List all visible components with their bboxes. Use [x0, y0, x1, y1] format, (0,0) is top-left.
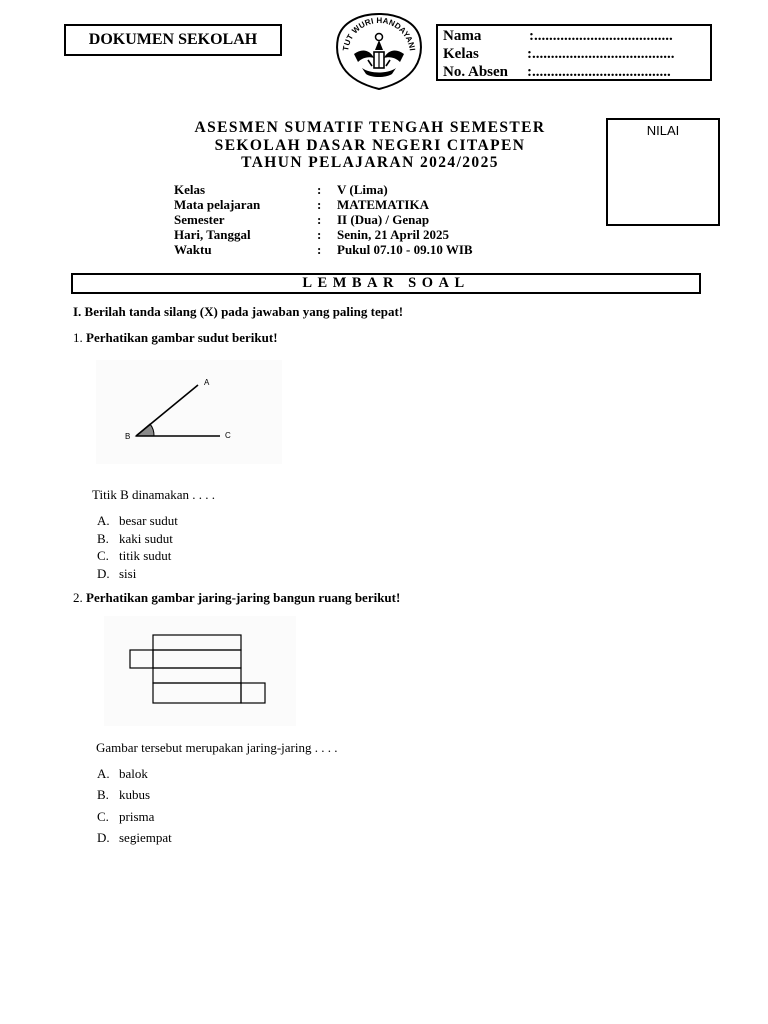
info-key: Mata pelajaran: [174, 197, 261, 212]
name-blank: .....................................: [534, 28, 673, 44]
question-number: 2.: [73, 590, 83, 605]
info-colon: :: [317, 182, 322, 197]
option-letter: B.: [97, 530, 109, 546]
class-blank: ......................................: [532, 46, 675, 62]
score-label: NILAI: [646, 123, 680, 138]
option-text: titik sudut: [119, 548, 172, 563]
section-instruction: I. Berilah tanda silang (X) pada jawaban yang paling tepat!: [73, 304, 404, 319]
option-text: kaki sudut: [119, 530, 173, 546]
option-text: prisma: [119, 808, 155, 824]
title-line-2: SEKOLAH DASAR NEGERI CITAPEN: [214, 136, 526, 154]
info-value: MATEMATIKA: [337, 197, 429, 212]
info-row-time: [174, 242, 473, 257]
question-text: Perhatikan gambar sudut berikut!: [86, 330, 278, 345]
exam-info: [174, 182, 473, 257]
option-letter: B.: [97, 787, 109, 803]
option-text: segiempat: [119, 829, 172, 845]
question-2-stem: Gambar tersebut merupakan jaring-jaring . . . .: [96, 740, 338, 755]
option-text: besar sudut: [119, 513, 178, 528]
class-label: Kelas: [443, 46, 479, 62]
point-a-label: A: [204, 378, 210, 387]
info-row-subject: [174, 197, 473, 212]
option-d[interactable]: [97, 565, 178, 583]
option-letter: D.: [97, 565, 110, 581]
info-value: Pukul 07.10 - 09.10 WIB: [337, 242, 473, 257]
info-row-semester: [174, 212, 473, 227]
option-d[interactable]: [97, 827, 172, 848]
title-line-3: TAHUN PELAJARAN 2024/2025: [241, 154, 499, 171]
info-colon: :: [317, 227, 322, 242]
absen-blank: .....................................: [532, 64, 671, 80]
question-text: Perhatikan gambar jaring-jaring bangun ruang berikut!: [86, 590, 401, 605]
sheet-title: LEMBAR SOAL: [302, 275, 470, 291]
info-key: Semester: [174, 212, 225, 227]
question-number: 1.: [73, 330, 83, 345]
info-value: II (Dua) / Genap: [337, 212, 430, 227]
question-1-options: [97, 512, 178, 582]
name-field[interactable]: [443, 27, 710, 45]
info-key: Kelas: [174, 182, 206, 197]
option-text: balok: [119, 766, 148, 781]
option-letter: D.: [97, 829, 110, 845]
absen-colon: :: [527, 64, 532, 80]
absen-label: No. Absen: [443, 64, 509, 80]
name-label: Nama: [443, 28, 482, 44]
option-letter: A.: [97, 766, 110, 781]
point-c-label: C: [225, 431, 231, 440]
option-b[interactable]: [97, 530, 178, 548]
info-value: V (Lima): [337, 182, 388, 197]
option-a[interactable]: [97, 512, 178, 530]
info-colon: :: [317, 242, 322, 257]
option-a[interactable]: [97, 763, 172, 784]
info-key: Waktu: [174, 242, 212, 257]
document-label: DOKUMEN SEKOLAH: [64, 24, 282, 56]
logo-motto: TUT WURI HANDAYANI: [341, 15, 417, 52]
question-1-prompt: [73, 330, 278, 346]
score-box: [606, 118, 720, 226]
name-colon: :: [529, 28, 534, 44]
option-letter: C.: [97, 548, 109, 563]
question-1-stem: Titik B dinamakan . . . .: [92, 487, 216, 502]
option-c[interactable]: [97, 547, 178, 565]
option-text: kubus: [119, 787, 151, 803]
exam-title: [150, 119, 590, 172]
student-identity-box: [436, 24, 712, 81]
absen-field[interactable]: [443, 63, 710, 81]
option-letter: C.: [97, 808, 109, 824]
cuboid-net-figure: [104, 616, 296, 726]
tut-wuri-handayani-logo: [332, 10, 426, 92]
info-row-date: [174, 227, 473, 242]
option-text: sisi: [119, 565, 137, 581]
angle-figure: [96, 360, 282, 464]
info-row-class: [174, 182, 473, 197]
info-value: Senin, 21 April 2025: [337, 227, 449, 242]
class-colon: :: [527, 46, 532, 62]
info-colon: :: [317, 212, 322, 227]
option-c[interactable]: [97, 806, 172, 827]
option-b[interactable]: [97, 784, 172, 805]
title-line-1: ASESMEN SUMATIF TENGAH SEMESTER: [194, 119, 546, 136]
info-colon: :: [317, 197, 322, 212]
class-field[interactable]: [443, 45, 710, 63]
sheet-title-banner: [71, 273, 701, 294]
question-2-options: [97, 763, 172, 848]
info-key: Hari, Tanggal: [174, 227, 251, 242]
point-b-label: B: [125, 432, 131, 441]
option-letter: A.: [97, 513, 110, 528]
question-2-prompt: [73, 590, 400, 606]
